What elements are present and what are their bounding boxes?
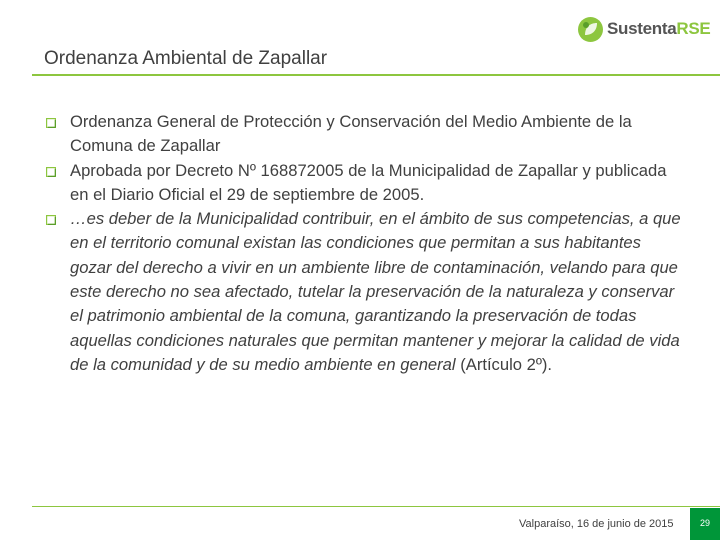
page-number: 29	[699, 518, 710, 528]
footer-divider	[32, 506, 720, 507]
bullet-item	[46, 110, 682, 159]
title-divider	[32, 74, 720, 76]
leaf-logo-icon	[577, 16, 604, 43]
slide-title: Ordenanza Ambiental de Zapallar	[44, 48, 328, 69]
page-number-badge	[690, 508, 720, 540]
bullet-item	[46, 159, 682, 208]
bullet-text: Aprobada por Decreto Nº 168872005 de la Municipalidad de Zapallar y publicada en el Diario Oficial el 29 de septiembre de 2005.	[70, 160, 667, 204]
bullet-text: Ordenanza General de Protección y Conservación del Medio Ambiente de la Comuna de Zapallar	[70, 112, 632, 156]
article-reference: (Artículo 2º).	[455, 354, 553, 374]
quote-text: …es deber de la Municipalidad contribuir, en el ámbito de sus competencias, a que en el territorio comunal existan las condiciones que permitan a sus habitantes gozar del derecho a vivir en un ambiente libre de contaminación, velando para que este derecho no sea afectado, tutelar la preservación de la naturaleza y conservar el patrimonio ambiental de la comuna, garantizando la preservación de todas aquellas condiciones naturales que permitan mantener y mejorar la calidad de vida de la comunidad y de su medio ambiente en general	[70, 209, 681, 374]
square-bullet-icon	[46, 215, 56, 225]
bullet-item	[46, 207, 682, 377]
sustenta-rse-logo	[577, 14, 710, 44]
logo-text: SustentaRSE	[607, 19, 711, 38]
square-bullet-icon	[46, 118, 56, 128]
square-bullet-icon	[46, 167, 56, 177]
bullet-list	[46, 110, 682, 377]
footer-date: Valparaíso, 16 de junio de 2015	[519, 518, 674, 530]
